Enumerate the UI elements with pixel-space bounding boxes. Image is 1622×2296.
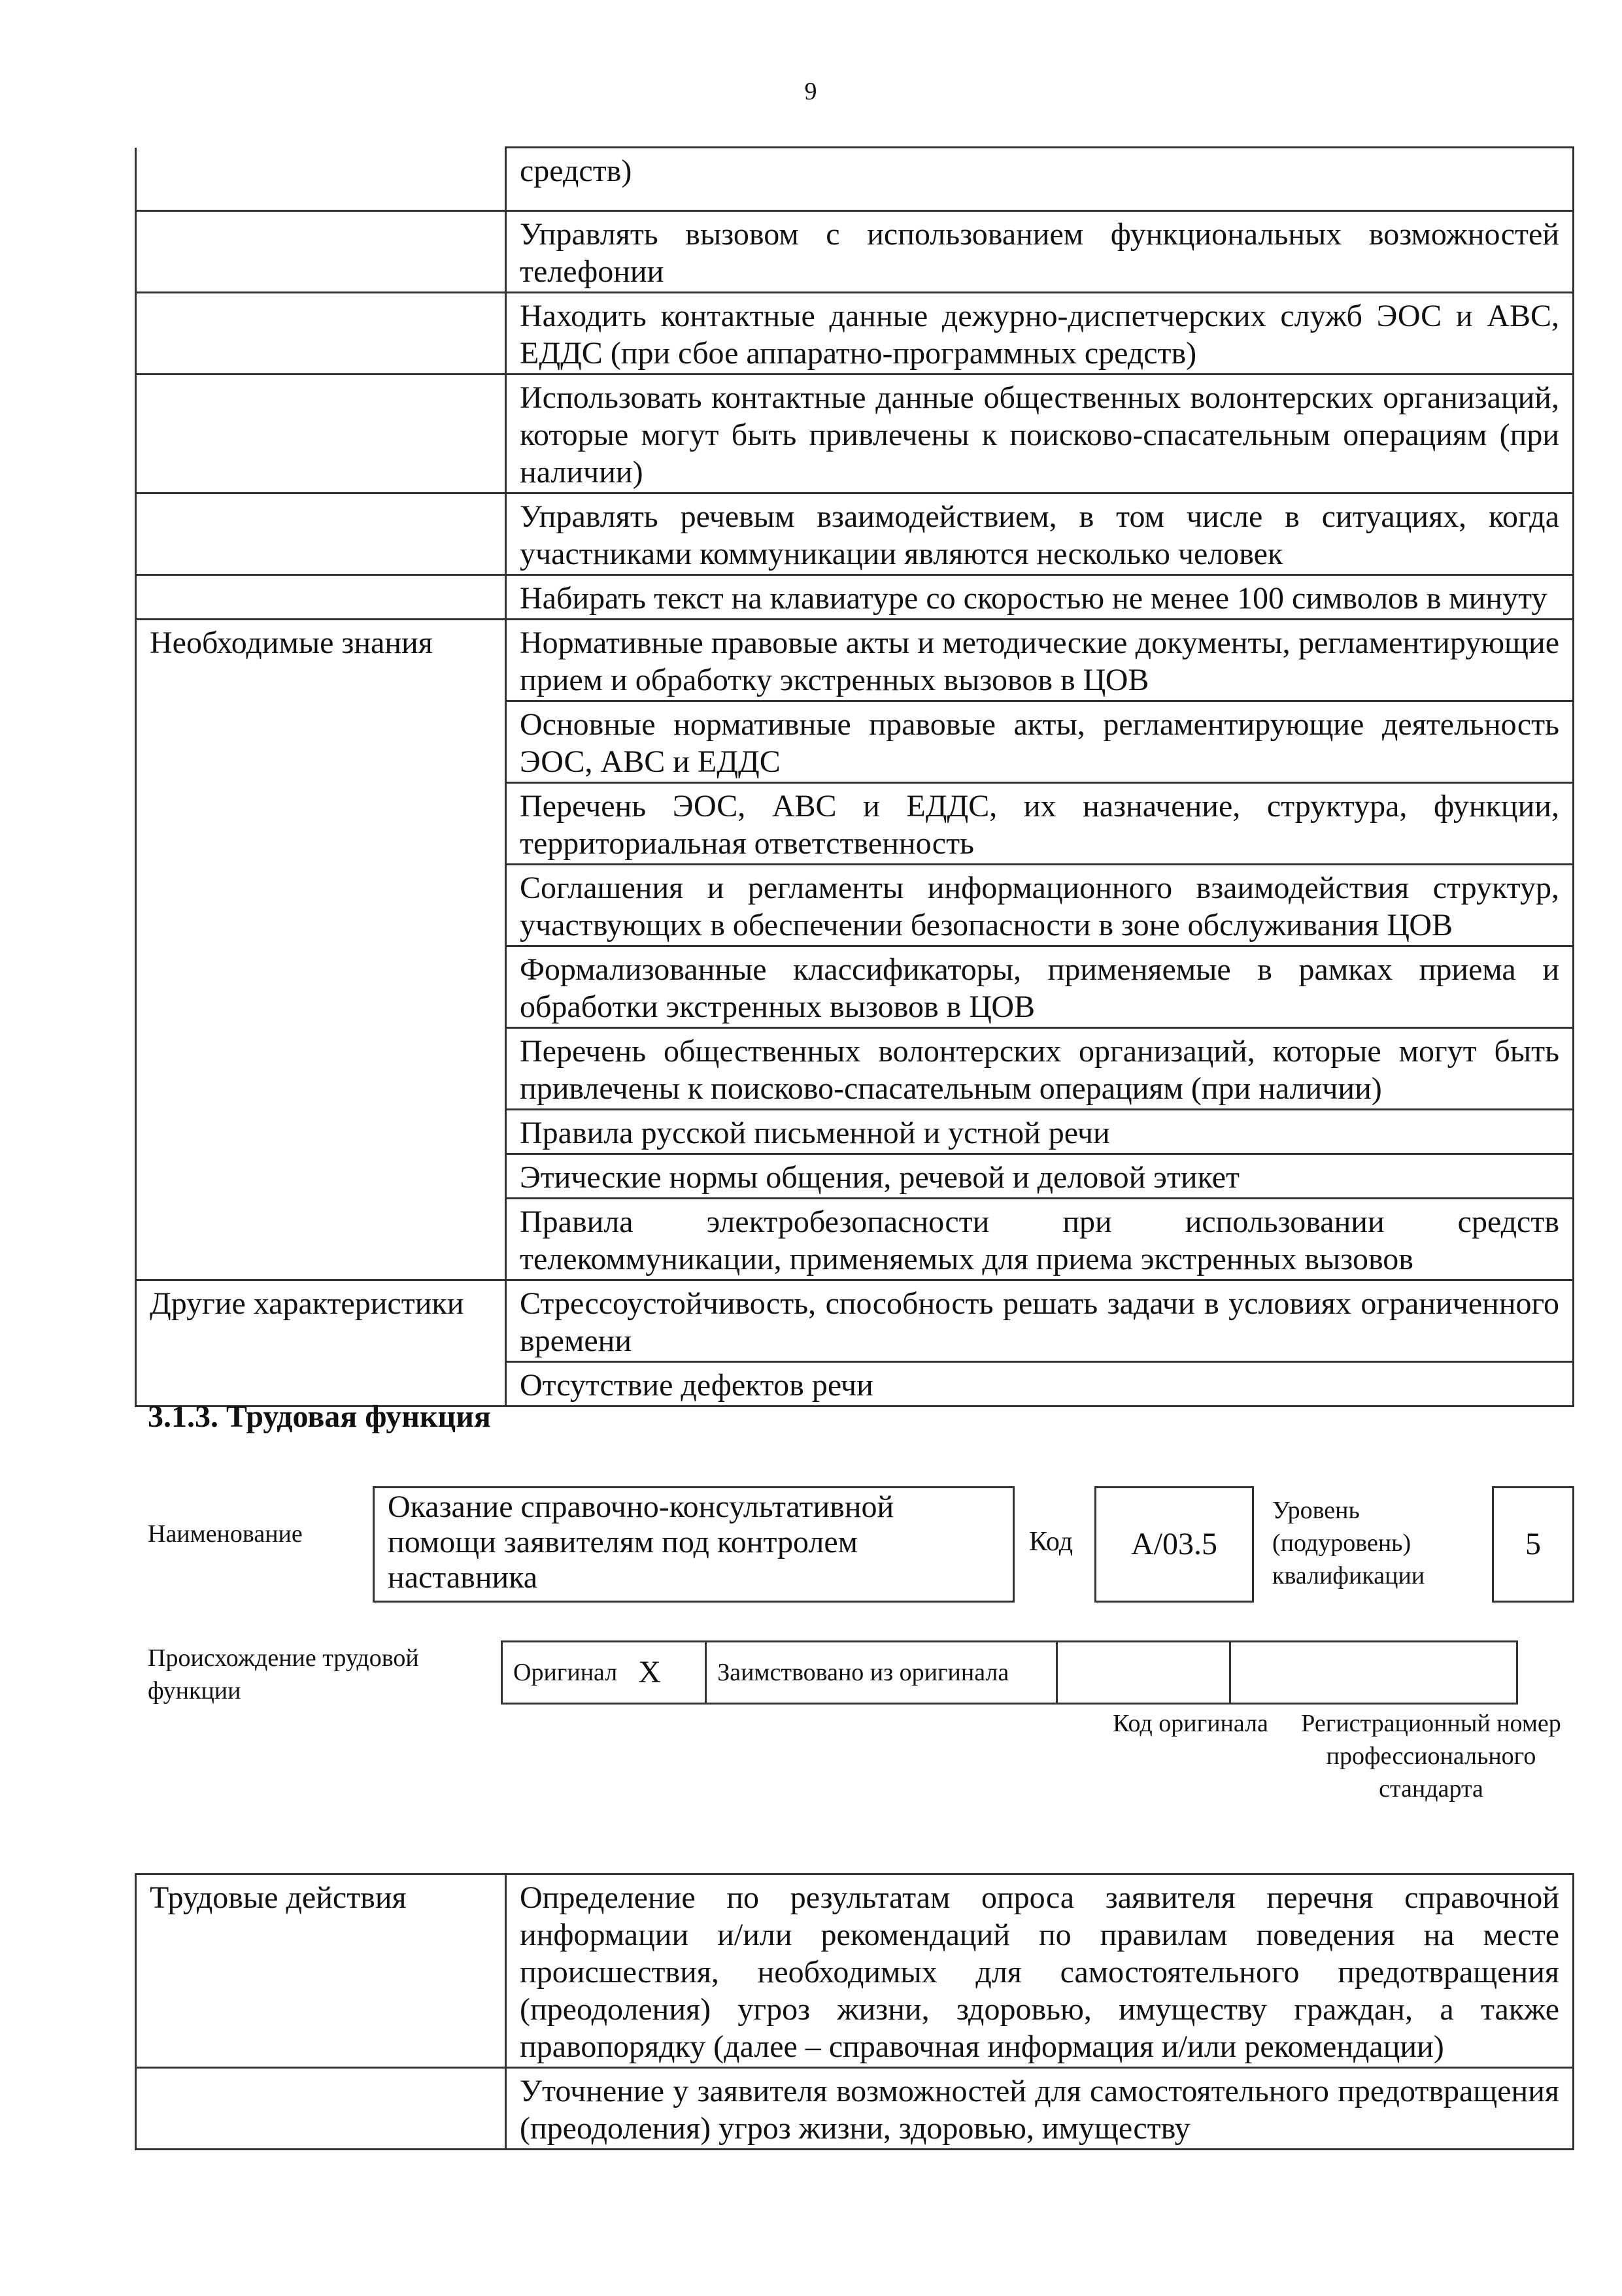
row-text: Этические нормы общения, речевой и деловой этикет xyxy=(506,1154,1574,1199)
origin-label: Происхождение трудовой функции xyxy=(148,1644,419,1705)
table-row xyxy=(136,1028,1574,1110)
row-label xyxy=(136,2068,506,2150)
table-row xyxy=(136,211,1574,293)
row-label xyxy=(136,493,506,575)
table-row xyxy=(136,293,1574,374)
registration-number-cell xyxy=(1230,1642,1517,1704)
registration-label: Регистрационный номер профессионального стандарта xyxy=(1301,1710,1561,1803)
table-row xyxy=(136,946,1574,1028)
original-mark: X xyxy=(628,1642,706,1704)
row-text: Соглашения и регламенты информационного взаимодействия структур, участвующих в обеспечении безопасности в зоне обслуживания ЦОВ xyxy=(506,865,1574,946)
row-label xyxy=(136,148,506,211)
row-label: Другие характеристики xyxy=(136,1280,506,1362)
row-label xyxy=(136,1028,506,1110)
row-label xyxy=(136,575,506,620)
table-row xyxy=(136,1154,1574,1199)
row-label xyxy=(136,946,506,1028)
row-text: Правила электробезопасности при использовании средств телекоммуникации, применяемых для приема экстренных вызовов xyxy=(506,1199,1574,1280)
original-label: Оригинал xyxy=(502,1642,628,1704)
row-text: Правила русской письменной и устной речи xyxy=(506,1110,1574,1154)
row-text: средств) xyxy=(506,148,1574,211)
row-text: Основные нормативные правовые акты, регламентирующие деятельность ЭОС, АВС и ЕДДС xyxy=(506,701,1574,783)
code-label: Код xyxy=(1029,1527,1073,1557)
row-text: Управлять вызовом с использованием функциональных возможностей телефонии xyxy=(506,211,1574,293)
row-label xyxy=(136,1110,506,1154)
table-row xyxy=(136,783,1574,865)
row-text: Определение по результатам опроса заявителя перечня справочной информации и/или рекомендаций по правилам поведения на месте происшествия, необходимых для самостоятельного предотвращения (преодоления) угроз жизни, здоровью, имуществу граждан, а также правопорядку (далее – справочная информация и/или рекомендации) xyxy=(506,1874,1574,2068)
row-text: Формализованные классификаторы, применяемые в рамках приема и обработки экстренных вызовов в ЦОВ xyxy=(506,946,1574,1028)
row-text: Отсутствие дефектов речи xyxy=(506,1362,1574,1406)
original-code-label: Код оригинала xyxy=(1113,1710,1268,1737)
table-row xyxy=(136,1199,1574,1280)
row-text: Уточнение у заявителя возможностей для самостоятельного предотвращения (преодоления) угроз жизни, здоровью, имуществу xyxy=(506,2068,1574,2150)
row-text: Управлять речевым взаимодействием, в том числе в ситуациях, когда участниками коммуникации являются несколько человек xyxy=(506,493,1574,575)
row-label xyxy=(136,211,506,293)
table-row xyxy=(136,2068,1574,2150)
row-text: Перечень ЭОС, АВС и ЕДДС, их назначение, структура, функции, территориальная ответственность xyxy=(506,783,1574,865)
row-text: Набирать текст на клавиатуре со скоростью не менее 100 символов в минуту xyxy=(506,575,1574,620)
borrowed-label: Заимствовано из оригинала xyxy=(706,1642,1057,1704)
section-heading: 3.1.3. Трудовая функция xyxy=(148,1399,491,1434)
table-row xyxy=(136,701,1574,783)
name-label: Наименование xyxy=(148,1520,303,1548)
row-text: Перечень общественных волонтерских организаций, которые могут быть привлечены к поисково-спасательным операциям (при наличии) xyxy=(506,1028,1574,1110)
row-label xyxy=(136,865,506,946)
row-label: Необходимые знания xyxy=(136,620,506,701)
skills-knowledge-table xyxy=(135,146,1574,1407)
row-label: Трудовые действия xyxy=(136,1874,506,2068)
table-row xyxy=(136,865,1574,946)
level-value-box: 5 xyxy=(1492,1486,1574,1603)
table-row xyxy=(136,575,1574,620)
table-row xyxy=(136,1110,1574,1154)
table-row xyxy=(136,1874,1574,2068)
row-label xyxy=(136,293,506,374)
origin-table xyxy=(501,1640,1518,1705)
level-label: Уровень (подуровень) квалификации xyxy=(1272,1497,1425,1589)
table-row xyxy=(136,374,1574,493)
function-name-box: Оказание справочно-консультативной помощи заявителям под контролем наставника xyxy=(373,1486,1015,1603)
original-code-cell xyxy=(1057,1642,1230,1704)
function-code-box: A/03.5 xyxy=(1094,1486,1254,1603)
row-label xyxy=(136,374,506,493)
row-text: Стрессоустойчивость, способность решать задачи в условиях ограниченного времени xyxy=(506,1280,1574,1362)
table-row xyxy=(136,620,1574,701)
row-label xyxy=(136,783,506,865)
table-row xyxy=(136,493,1574,575)
row-text: Нормативные правовые акты и методические документы, регламентирующие прием и обработку экстренных вызовов в ЦОВ xyxy=(506,620,1574,701)
table-row xyxy=(136,148,1574,211)
row-label xyxy=(136,701,506,783)
page-number: 9 xyxy=(804,78,817,105)
table-row xyxy=(136,1280,1574,1362)
row-label xyxy=(136,1199,506,1280)
row-label xyxy=(136,1154,506,1199)
labor-actions-table xyxy=(135,1873,1574,2150)
row-text: Находить контактные данные дежурно-диспетчерских служб ЭОС и АВС, ЕДДС (при сбое аппаратно-программных средств) xyxy=(506,293,1574,374)
row-text: Использовать контактные данные общественных волонтерских организаций, которые могут быть привлечены к поисково-спасательным операциям (при наличии) xyxy=(506,374,1574,493)
